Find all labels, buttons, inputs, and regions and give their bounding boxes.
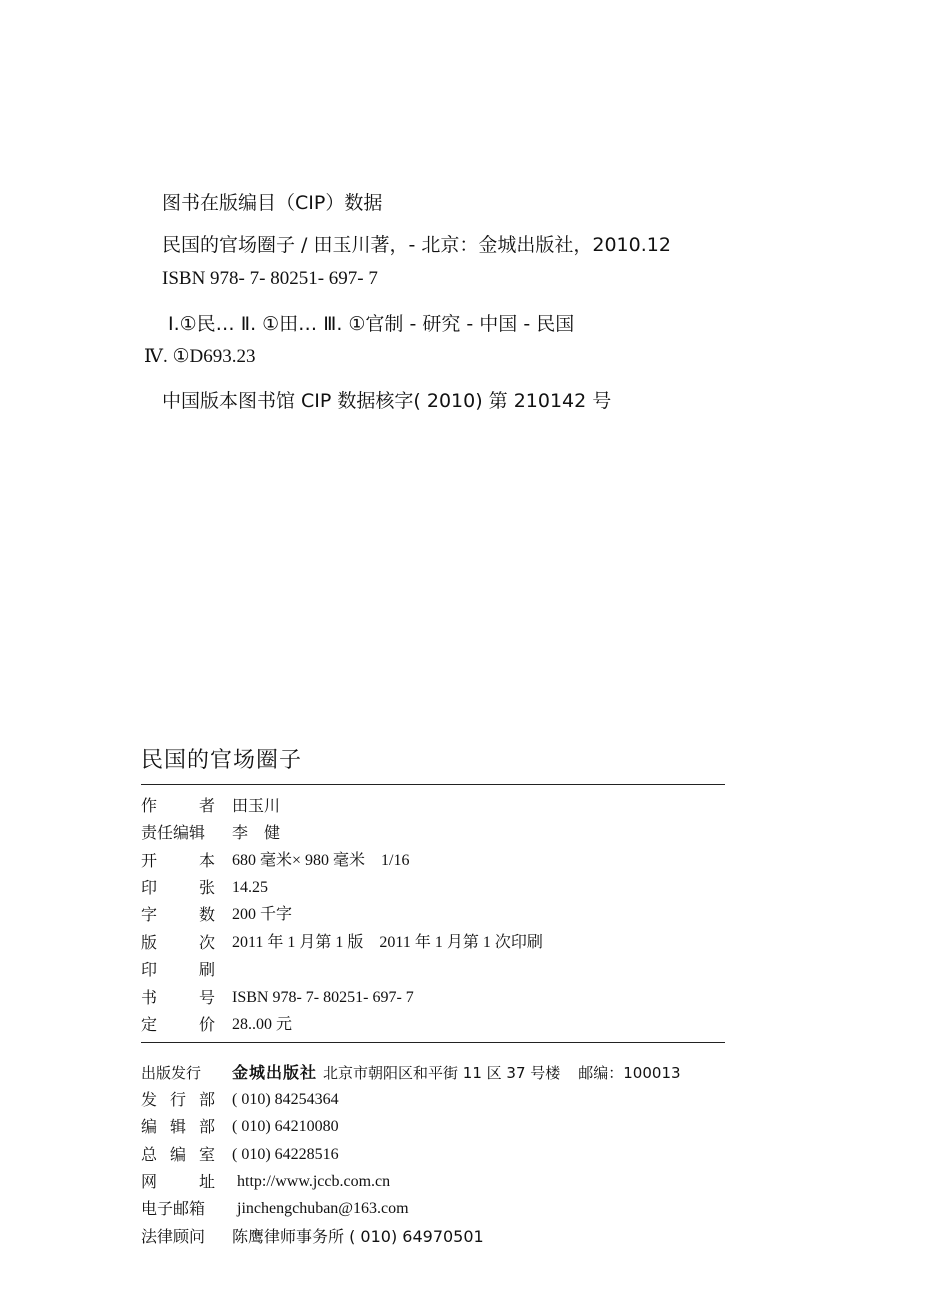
website-link[interactable]: http://www.jccb.com.cn — [237, 1173, 391, 1190]
contact-value: ( 010) 64210080 — [232, 1118, 339, 1135]
contact-label: 法律顾问 — [141, 1227, 206, 1246]
contact-value: 陈鹰律师事务所 ( 010) 64970501 — [232, 1227, 484, 1246]
detail-value: 2011 年 1 月第 1 版 2011 年 1 月第 1 次印刷 — [232, 934, 543, 951]
detail-value: 680 毫米× 980 毫米 1/16 — [232, 852, 410, 869]
publisher-value — [232, 1062, 681, 1084]
cip-record-number-line: 中国版本图书馆 CIP 数据核字( 2010) 第 210142 号 — [162, 390, 612, 412]
email-link[interactable]: jinchengchuban@163.com — [237, 1200, 409, 1217]
contact-value: ( 010) 64228516 — [232, 1146, 339, 1163]
detail-label: 印 刷 — [141, 960, 215, 979]
detail-label: 书 号 — [141, 988, 215, 1007]
detail-value: 28..00 元 — [232, 1016, 293, 1033]
cip-heading: 图书在版编目（CIP）数据 — [162, 192, 383, 214]
detail-label: 定 价 — [141, 1015, 215, 1034]
cip-isbn-line: ISBN 978- 7- 80251- 697- 7 — [162, 268, 378, 289]
contact-label: 发 行 部 — [141, 1090, 215, 1109]
detail-label: 责任编辑 — [141, 823, 206, 842]
detail-label: 版 次 — [141, 933, 215, 952]
contact-label: 总 编 室 — [141, 1145, 215, 1164]
book-title: 民国的官场圈子 — [141, 748, 303, 773]
contact-label: 网 址 — [141, 1172, 215, 1191]
detail-value: 李 健 — [232, 823, 281, 842]
detail-label: 开 本 — [141, 851, 215, 870]
cip-class-number-line: Ⅳ. ①D693.23 — [144, 346, 256, 367]
detail-value: 田玉川 — [232, 796, 281, 815]
detail-label: 印 张 — [141, 878, 215, 897]
detail-label: 作 者 — [141, 796, 215, 815]
cip-classification-line: Ⅰ.①民… Ⅱ. ①田… Ⅲ. ①官制 - 研究 - 中国 - 民国 — [168, 313, 575, 335]
contact-label: 电子邮箱 — [141, 1199, 206, 1218]
publisher-logo: 金城出版社 — [232, 1063, 318, 1082]
detail-value: 14.25 — [232, 879, 268, 896]
divider — [141, 1042, 725, 1043]
publisher-address: 北京市朝阳区和平街 11 区 37 号楼 — [323, 1064, 561, 1082]
publisher-label: 出版发行 — [141, 1064, 202, 1082]
contact-label: 编 辑 部 — [141, 1117, 215, 1136]
divider — [141, 784, 725, 785]
publisher-postcode: 邮编：100013 — [578, 1064, 681, 1082]
detail-value: 200 千字 — [232, 906, 293, 923]
detail-value: ISBN 978- 7- 80251- 697- 7 — [232, 989, 414, 1006]
cip-title-line: 民国的官场圈子 / 田玉川著，- 北京：金城出版社，2010.12 — [162, 234, 671, 256]
detail-label: 字 数 — [141, 905, 215, 924]
contact-value: ( 010) 84254364 — [232, 1091, 339, 1108]
